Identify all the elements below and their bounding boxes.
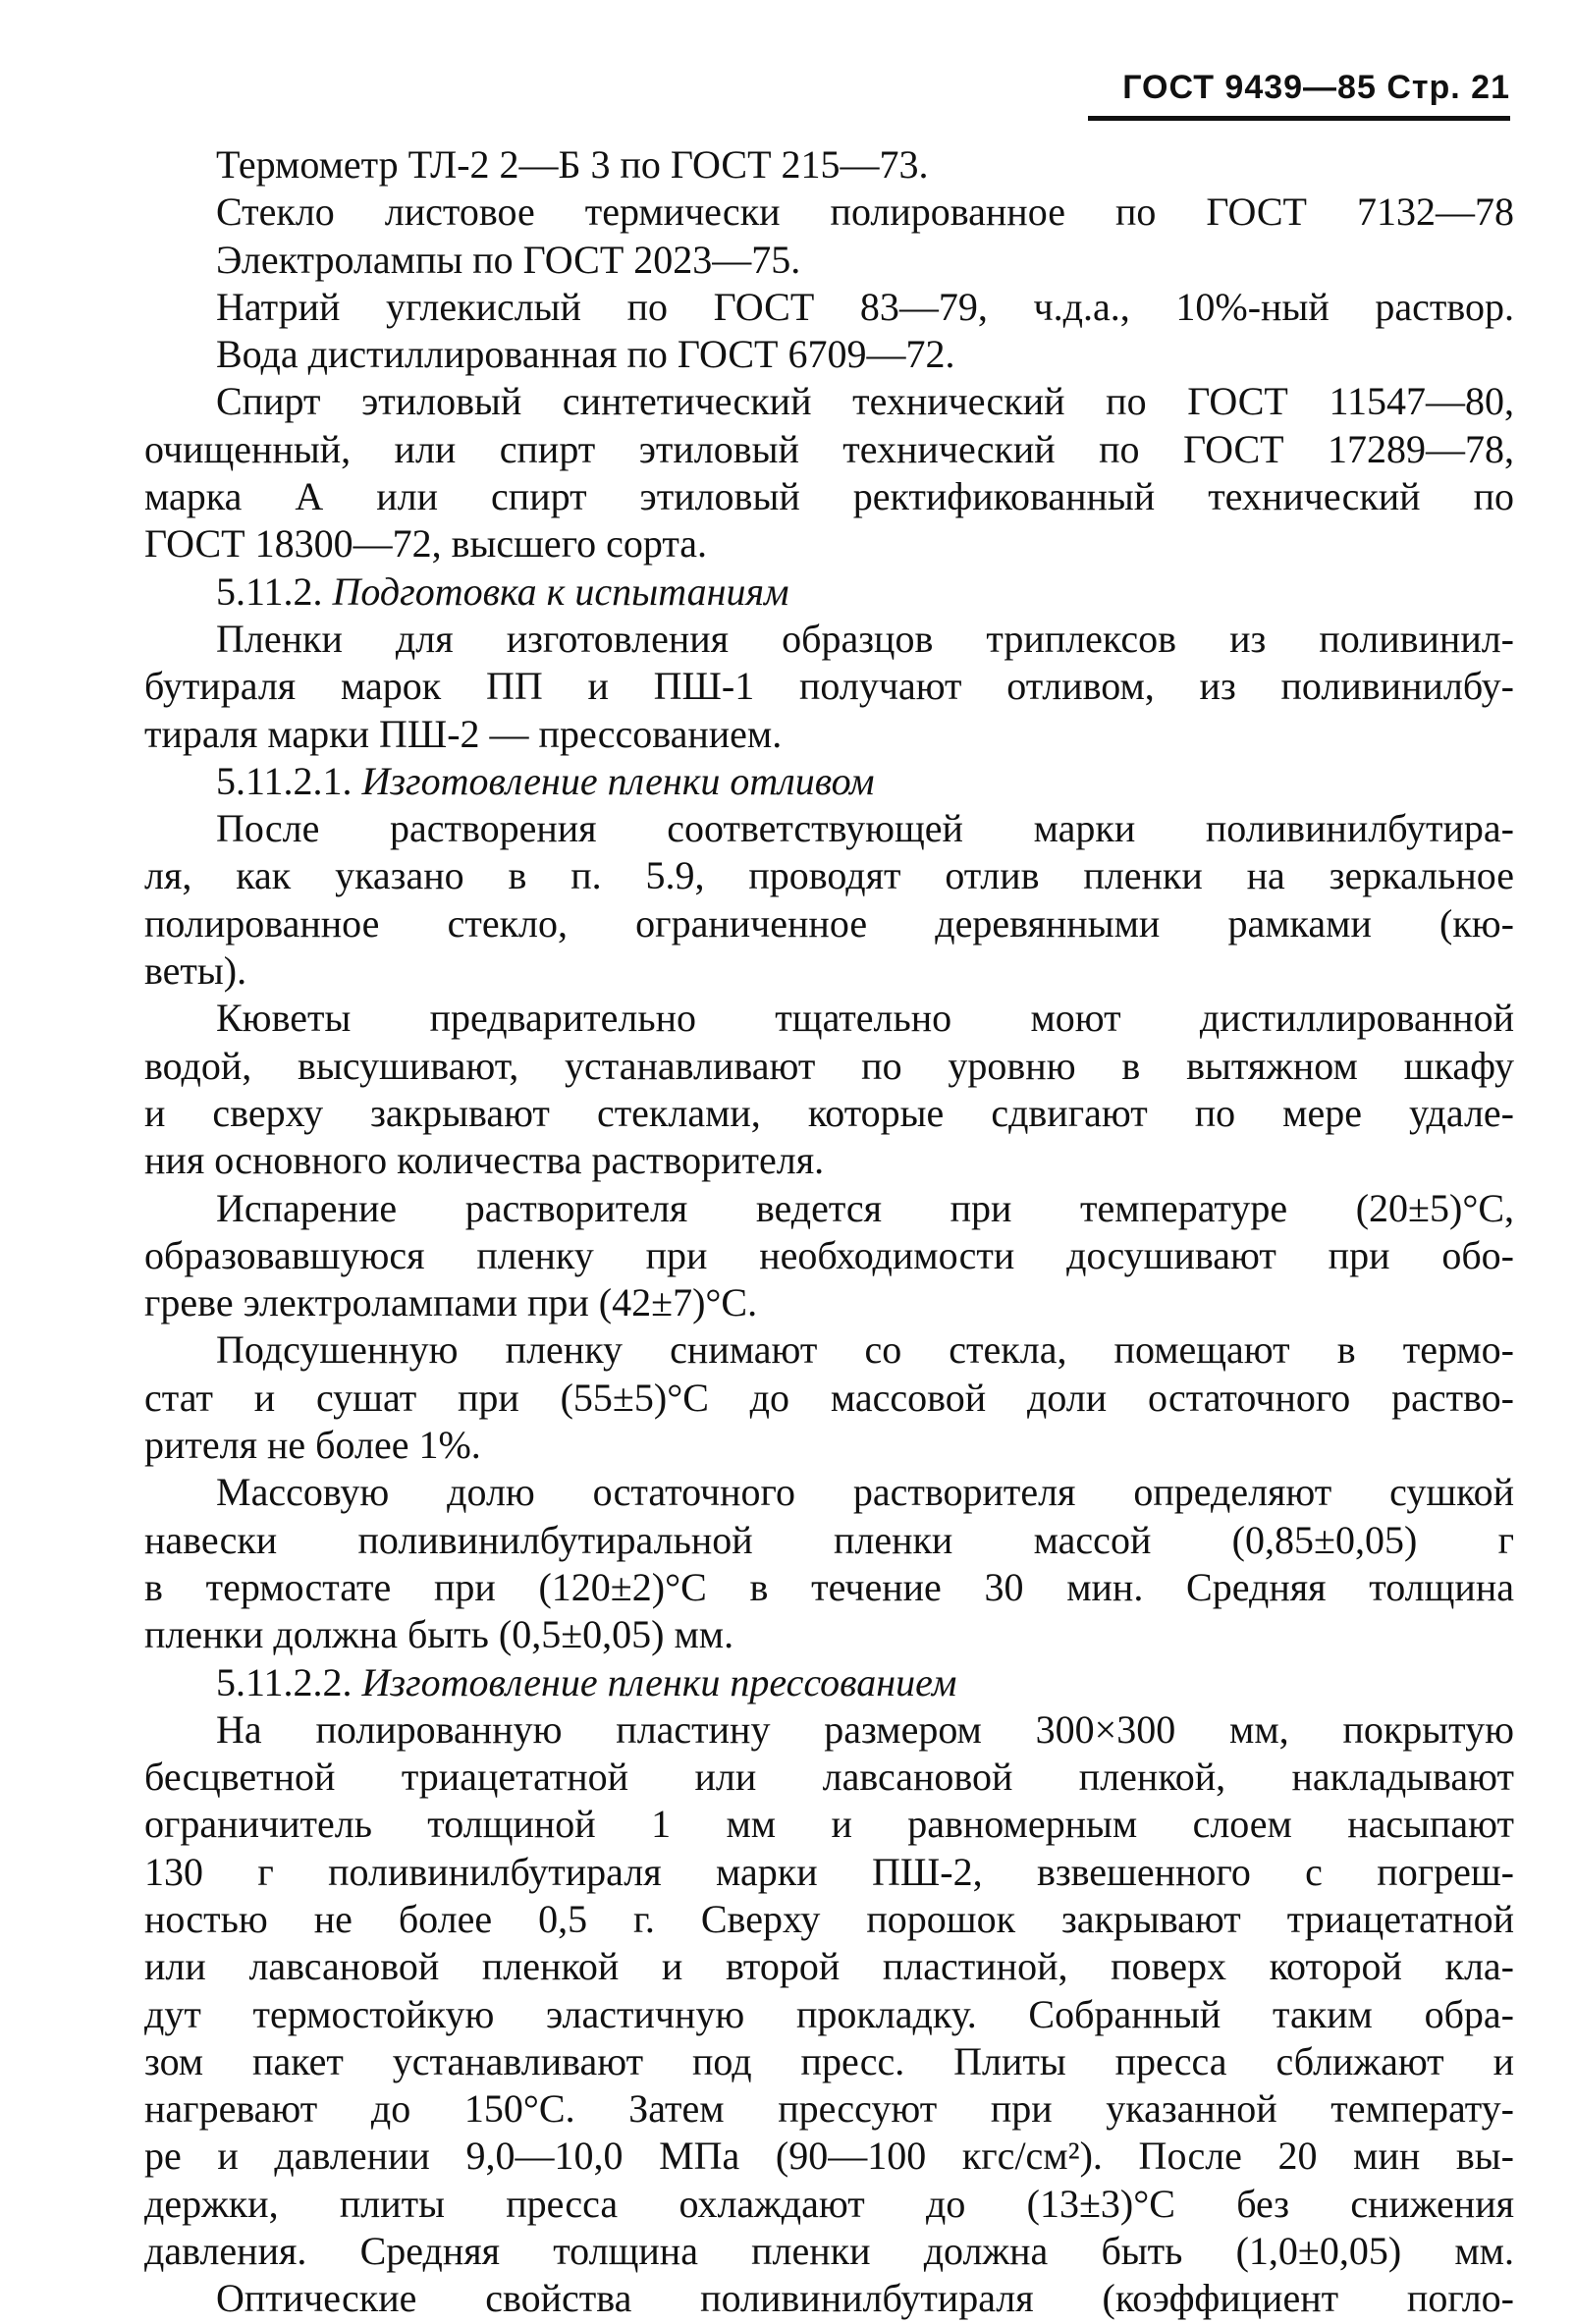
line-text: Вода дистиллированная по ГОСТ 6709—72. — [216, 332, 955, 377]
line-text: веты). — [144, 948, 247, 994]
line-text: Оптические свойства поливинилбутираля (коэффициент погло- — [216, 2276, 1514, 2321]
line-text: держки, плиты пресса охлаждают до (13±3)°С без снижения — [144, 2181, 1514, 2226]
text-line — [144, 473, 1514, 520]
text-line — [144, 2228, 1514, 2275]
section-title: Изготовление пленки отливом — [361, 758, 875, 803]
line-text: образовавшуюся пленку при необходимости досушивают при обо- — [144, 1232, 1514, 1277]
line-text: Испарение растворителя ведется при температуре (20±5)°С, — [216, 1185, 1514, 1230]
text-line — [144, 852, 1514, 899]
line-text: Стекло листовое термически полированное по ГОСТ 7132—78 — [216, 189, 1514, 235]
line-text: Пленки для изготовления образцов триплексов из поливинил- — [216, 616, 1514, 661]
text-line — [144, 141, 1514, 189]
text-line — [144, 2038, 1514, 2085]
line-text: ностью не более 0,5 г. Сверху порошок закрывают триацетатной — [144, 1896, 1514, 1941]
text-line — [144, 1279, 1514, 1326]
text-line — [144, 1469, 1514, 1516]
line-text: Подсушенную пленку снимают со стекла, помещают в термо- — [216, 1327, 1514, 1373]
text-line — [144, 1090, 1514, 1137]
line-text: 130 г поливинилбутираля марки ПШ-2, взвешенного с погреш- — [144, 1849, 1514, 1894]
line-text: рителя не более 1%. — [144, 1423, 481, 1468]
text-line — [144, 616, 1514, 663]
text-line — [144, 663, 1514, 710]
text-line — [144, 378, 1514, 425]
text-line — [144, 189, 1514, 236]
line-text: 5.11.2. — [216, 568, 333, 614]
line-text: ре и давлении 9,0—10,0 МПа (90—100 кгс/см²). После 20 мин вы- — [144, 2134, 1514, 2179]
text-line — [144, 1232, 1514, 1279]
line-text: ля, как указано в п. 5.9, проводят отлив пленки на зеркальное — [144, 853, 1514, 898]
text-line — [144, 1564, 1514, 1611]
line-text: давления. Средняя толщина пленки должна быть (1,0±0,05) мм. — [144, 2229, 1514, 2274]
line-text: ГОСТ 18300—72, высшего сорта. — [144, 521, 708, 567]
text-line — [144, 2275, 1514, 2322]
text-line — [144, 2085, 1514, 2133]
line-text: Термометр ТЛ-2 2—Б 3 по ГОСТ 215—73. — [216, 142, 929, 187]
line-text: марка А или спирт этиловый ректификованный технический по — [144, 474, 1514, 519]
text-line — [144, 331, 1514, 378]
running-head: ГОСТ 9439—85 Стр. 21 — [1122, 69, 1510, 106]
text-line — [144, 237, 1514, 284]
text-line — [144, 1801, 1514, 1848]
line-text: навески поливинилбутиральной пленки массой (0,85±0,05) г — [144, 1517, 1514, 1562]
line-text: 5.11.2.2. — [216, 1659, 362, 1704]
text-line — [144, 805, 1514, 852]
header-rule — [1088, 116, 1510, 121]
text-line — [144, 426, 1514, 473]
text-line — [144, 520, 1514, 567]
line-text: На полированную пластину размером 300×300 мм, покрытую — [216, 1706, 1514, 1752]
line-text: и сверху закрывают стеклами, которые сдвигают по мере удале- — [144, 1090, 1514, 1135]
text-line — [144, 284, 1514, 331]
line-text: нагревают до 150°С. Затем прессуют при указанной температу- — [144, 2086, 1514, 2132]
line-text: Кюветы предварительно тщательно моют дистиллированной — [216, 996, 1514, 1041]
line-text: тираля марки ПШ-2 — прессованием. — [144, 711, 783, 756]
line-text: в термостате при (120±2)°С в течение 30 мин. Средняя толщина — [144, 1564, 1514, 1609]
body-text — [144, 141, 1514, 2323]
text-line — [144, 2133, 1514, 2180]
text-line — [144, 1422, 1514, 1469]
text-line — [144, 1849, 1514, 1896]
text-line — [144, 1943, 1514, 1990]
text-line — [144, 1043, 1514, 1090]
text-line — [144, 1375, 1514, 1422]
text-line — [144, 1706, 1514, 1754]
line-text: стат и сушат при (55±5)°С до массовой доли остаточного раство- — [144, 1375, 1514, 1420]
text-line — [144, 995, 1514, 1042]
line-text: пленки должна быть (0,5±0,05) мм. — [144, 1612, 734, 1657]
line-text: зом пакет устанавливают под пресс. Плиты пресса сближают и — [144, 2038, 1514, 2083]
text-line — [144, 1185, 1514, 1232]
section-title: Изготовление пленки прессованием — [361, 1659, 957, 1704]
line-text: Массовую долю остаточного растворителя определяют сушкой — [216, 1470, 1514, 1515]
section-heading-line — [144, 758, 1514, 805]
section-heading-line — [144, 1659, 1514, 1706]
text-line — [144, 711, 1514, 758]
line-text: полированное стекло, ограниченное деревянными рамками (кю- — [144, 900, 1514, 946]
text-line — [144, 900, 1514, 947]
line-text: После растворения соответствующей марки поливинилбутира- — [216, 806, 1514, 851]
line-text: водой, высушивают, устанавливают по уровню в вытяжном шкафу — [144, 1043, 1514, 1088]
line-text: ограничитель толщиной 1 мм и равномерным слоем насыпают — [144, 1802, 1514, 1847]
line-text: 5.11.2.1. — [216, 758, 362, 803]
line-text: ния основного количества растворителя. — [144, 1138, 825, 1183]
text-line — [144, 1137, 1514, 1184]
line-text: или лавсановой пленкой и второй пластиной, поверх которой кла- — [144, 1944, 1514, 1989]
text-line — [144, 1991, 1514, 2038]
line-text: дут термостойкую эластичную прокладку. Собранный таким обра- — [144, 1991, 1514, 2036]
text-line — [144, 947, 1514, 995]
line-text: Электролампы по ГОСТ 2023—75. — [216, 237, 801, 282]
text-line — [144, 1896, 1514, 1943]
text-line — [144, 1517, 1514, 1564]
line-text: очищенный, или спирт этиловый технический по ГОСТ 17289—78, — [144, 426, 1514, 471]
line-text: Спирт этиловый синтетический технический по ГОСТ 11547—80, — [216, 379, 1514, 424]
section-heading-line — [144, 568, 1514, 616]
text-line — [144, 1754, 1514, 1801]
text-line — [144, 1611, 1514, 1658]
line-text: Натрий углекислый по ГОСТ 83—79, ч.д.а., 10%-ный раствор. — [216, 284, 1514, 329]
line-text: бесцветной триацетатной или лавсановой пленкой, накладывают — [144, 1755, 1514, 1800]
section-title: Подготовка к испытаниям — [332, 568, 789, 614]
line-text: греве электролампами при (42±7)°С. — [144, 1280, 758, 1325]
line-text: бутираля марок ПП и ПШ-1 получают отливом, из поливинилбу- — [144, 664, 1514, 709]
text-line — [144, 1326, 1514, 1374]
text-line — [144, 2181, 1514, 2228]
